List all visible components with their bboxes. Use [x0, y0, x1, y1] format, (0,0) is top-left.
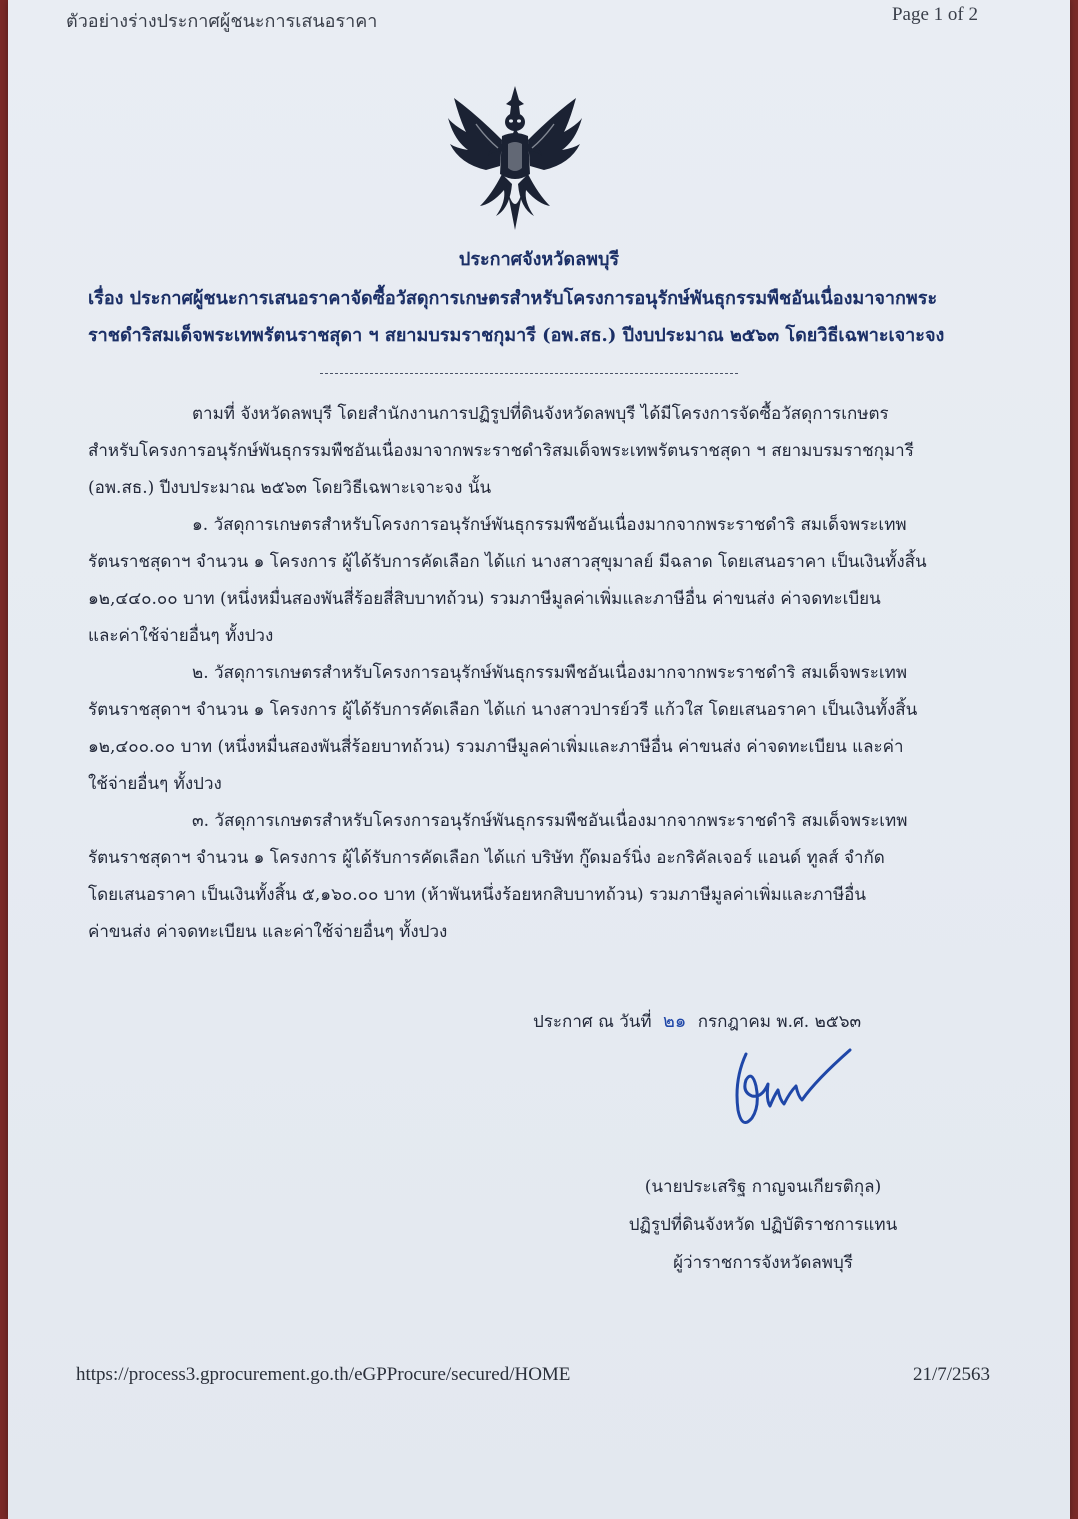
date-prefix: ประกาศ ณ วันที่ [533, 1012, 652, 1032]
body-line: (อพ.สธ.) ปีงบประมาณ ๒๕๖๓ โดยวิธีเฉพาะเจาะจง นั้น [88, 478, 492, 498]
body-line: ๓. วัสดุการเกษตรสำหรับโครงการอนุรักษ์พันธุกรรมพืชอันเนื่องมากจากพระราชดำริ สมเด็จพระเทพ [192, 811, 908, 831]
body-line: ๑๒,๔๔๐.๐๐ บาท (หนึ่งหมื่นสองพันสี่ร้อยสี่สิบบาทถ้วน) รวมภาษีมูลค่าเพิ่มและภาษีอื่น ค่าขนส่ง ค่าจดทะเบียน [88, 589, 881, 609]
body-line: สำหรับโครงการอนุรักษ์พันธุกรรมพืชอันเนื่องมาจากพระราชดำริสมเด็จพระเทพรัตนราชสุดา ฯ สยามบรมราชกุมารี [88, 441, 914, 461]
body-line: รัตนราชสุดาฯ จำนวน ๑ โครงการ ผู้ได้รับการคัดเลือก ได้แก่ บริษัท กู๊ดมอร์นิ่ง อะกริคัลเจอร์ แอนด์ ทูลส์ จำกัด [88, 848, 885, 868]
footer-date: 21/7/2563 [912, 1364, 990, 1385]
footer-url: https://process3.gprocurement.go.th/eGPProcure/secured/HOME [76, 1364, 571, 1385]
signer-name: (นายประเสริฐ กาญจนเกียรติกุล) [644, 1177, 882, 1197]
subject-line: เรื่อง ประกาศผู้ชนะการเสนอราคาจัดซื้อวัสดุการเกษตรสำหรับโครงการอนุรักษ์พันธุกรรมพืชอันเนื่องมาจากพระ [88, 288, 938, 309]
header-label: ตัวอย่างร่างประกาศผู้ชนะการเสนอราคา [66, 11, 378, 32]
page-indicator: Page 1 of 2 [891, 4, 978, 25]
body-line: รัตนราชสุดาฯ จำนวน ๑ โครงการ ผู้ได้รับการคัดเลือก ได้แก่ นางสาวสุขุมาลย์ มีฉลาด โดยเสนอราคา เป็นเงินทั้งสิ้น [88, 552, 927, 572]
body-line: และค่าใช้จ่ายอื่นๆ ทั้งปวง [88, 626, 274, 646]
subject-line: ราชดำริสมเด็จพระเทพรัตนราชสุดา ฯ สยามบรมราชกุมารี (อพ.สธ.) ปีงบประมาณ ๒๕๖๓ โดยวิธีเฉพาะเจาะจง [88, 325, 945, 346]
announcement-body [88, 396, 988, 951]
body-line: รัตนราชสุดาฯ จำนวน ๑ โครงการ ผู้ได้รับการคัดเลือก ได้แก่ นางสาวปารย์วรี แก้วใส โดยเสนอราคา เป็นเงินทั้งสิ้น [88, 700, 918, 720]
body-line: ๑๒,๔๐๐.๐๐ บาท (หนึ่งหมื่นสองพันสี่ร้อยบาทถ้วน) รวมภาษีมูลค่าเพิ่มและภาษีอื่น ค่าขนส่ง ค่าจดทะเบียน และค่า [88, 737, 904, 757]
body-line: ค่าขนส่ง ค่าจดทะเบียน และค่าใช้จ่ายอื่นๆ ทั้งปวง [88, 922, 448, 942]
garuda-emblem-icon [446, 84, 584, 234]
signer-position: ผู้ว่าราชการจังหวัดลพบุรี [673, 1253, 853, 1273]
body-line: ๒. วัสดุการเกษตรสำหรับโครงการอนุรักษ์พันธุกรรมพืชอันเนื่องมากจากพระราชดำริ สมเด็จพระเทพ [192, 663, 908, 683]
date-day-handwritten: ๒๑ [663, 1011, 687, 1032]
body-line: ๑. วัสดุการเกษตรสำหรับโครงการอนุรักษ์พันธุกรรมพืชอันเนื่องมากจากพระราชดำริ สมเด็จพระเทพ [192, 515, 907, 535]
announcement-subject [88, 280, 988, 354]
body-line: ใช้จ่ายอื่นๆ ทั้งปวง [88, 774, 222, 794]
date-suffix: กรกฎาคม พ.ศ. ๒๕๖๓ [697, 1012, 862, 1032]
announcement-date [533, 1006, 861, 1035]
signature-icon [716, 1040, 856, 1136]
divider [320, 373, 738, 374]
signer-position: ปฏิรูปที่ดินจังหวัด ปฏิบัติราชการแทน [628, 1215, 898, 1235]
body-line: โดยเสนอราคา เป็นเงินทั้งสิ้น ๕,๑๖๐.๐๐ บาท (ห้าพันหนึ่งร้อยหกสิบบาทถ้วน) รวมภาษีมูลค่าเพิ่มและภาษีอื่น [88, 885, 866, 905]
body-line: ตามที่ จังหวัดลพบุรี โดยสำนักงานการปฏิรูปที่ดินจังหวัดลพบุรี ได้มีโครงการจัดซื้อวัสดุการเกษตร [192, 404, 889, 424]
announcement-title: ประกาศจังหวัดลพบุรี [458, 249, 620, 270]
document-page [8, 0, 1070, 1519]
signer-block [568, 1168, 958, 1282]
